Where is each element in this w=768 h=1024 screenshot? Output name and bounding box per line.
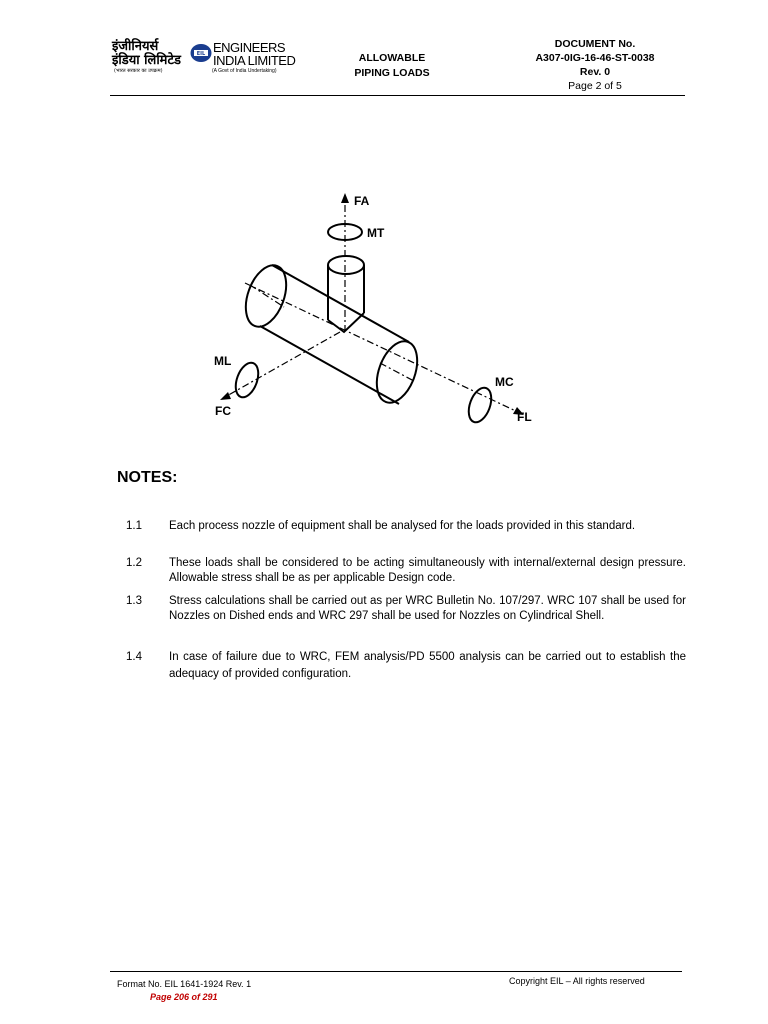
note-number: 1.1 xyxy=(126,520,142,532)
note-number: 1.4 xyxy=(126,651,142,663)
document-number-label: DOCUMENT No. xyxy=(554,38,636,50)
nozzle-load-diagram xyxy=(190,185,570,435)
format-number: Format No. EIL 1641-1924 Rev. 1 xyxy=(117,979,252,989)
fl-axis xyxy=(245,283,520,413)
label-fc: FC xyxy=(215,404,231,418)
header-divider xyxy=(110,95,685,96)
mc-moment-icon xyxy=(464,385,495,426)
document-title xyxy=(330,51,454,81)
eil-seal-icon xyxy=(190,42,212,64)
main-cylinder xyxy=(238,260,425,408)
logo-hindi-tagline: (भारत सरकार का उपक्रम) xyxy=(114,68,163,74)
page-total: Page 206 of 291 xyxy=(150,992,218,1002)
label-ml: ML xyxy=(214,354,232,368)
label-fa: FA xyxy=(354,194,370,208)
logo-english-line2: INDIA LIMITED xyxy=(213,53,296,68)
title-line-2: PIPING LOADS xyxy=(354,67,430,79)
document-number: A307-0IG-16-46-ST-0038 xyxy=(535,52,655,64)
svg-text:EIL: EIL xyxy=(196,51,206,57)
label-fl: FL xyxy=(517,410,532,424)
fa-arrow-icon xyxy=(341,193,349,203)
note-item xyxy=(126,556,686,586)
copyright: Copyright EIL – All rights reserved xyxy=(509,976,645,986)
note-number: 1.3 xyxy=(126,595,142,607)
note-item xyxy=(126,649,686,683)
footer-divider xyxy=(110,971,682,972)
revision: Rev. 0 xyxy=(579,66,611,78)
document-info xyxy=(500,37,690,93)
note-item xyxy=(126,519,686,549)
label-mc: MC xyxy=(495,375,514,389)
note-text: Stress calculations shall be carried out as per WRC Bulletin No. 107/297. WRC 107 shall be used for Nozzles on Dished ends and WRC 297 shall be used for Nozzles on Cylindrical Shell. xyxy=(169,595,686,622)
note-item xyxy=(126,594,686,639)
notes-heading: NOTES: xyxy=(117,469,178,486)
note-text: These loads shall be considered to be acting simultaneously with internal/external design pressure. Allowable stress shall be as per applicable Design code. xyxy=(169,557,686,584)
logo-hindi-name: इंजीनियर्स इंडिया लिमिटेड xyxy=(112,39,181,68)
fc-arrow-icon xyxy=(220,392,231,400)
logo-english-tagline: (A Govt of India Undertaking) xyxy=(212,68,277,74)
nozzle-branch xyxy=(328,256,364,332)
title-line-1: ALLOWABLE xyxy=(358,52,426,64)
fc-axis xyxy=(225,332,340,397)
logo-english-line1: ENGINEERS xyxy=(213,40,286,55)
note-number: 1.2 xyxy=(126,557,142,569)
logo-english-name xyxy=(213,41,295,67)
page-number: Page 2 of 5 xyxy=(568,80,622,92)
ml-moment-icon xyxy=(231,360,262,401)
label-mt: MT xyxy=(367,226,385,240)
note-text: Each process nozzle of equipment shall be analysed for the loads provided in this standard. xyxy=(169,520,636,532)
company-logo xyxy=(112,40,302,80)
note-text: In case of failure due to WRC, FEM analysis/PD 5500 analysis can be carried out to establish the adequacy of provided configuration. xyxy=(169,651,686,680)
